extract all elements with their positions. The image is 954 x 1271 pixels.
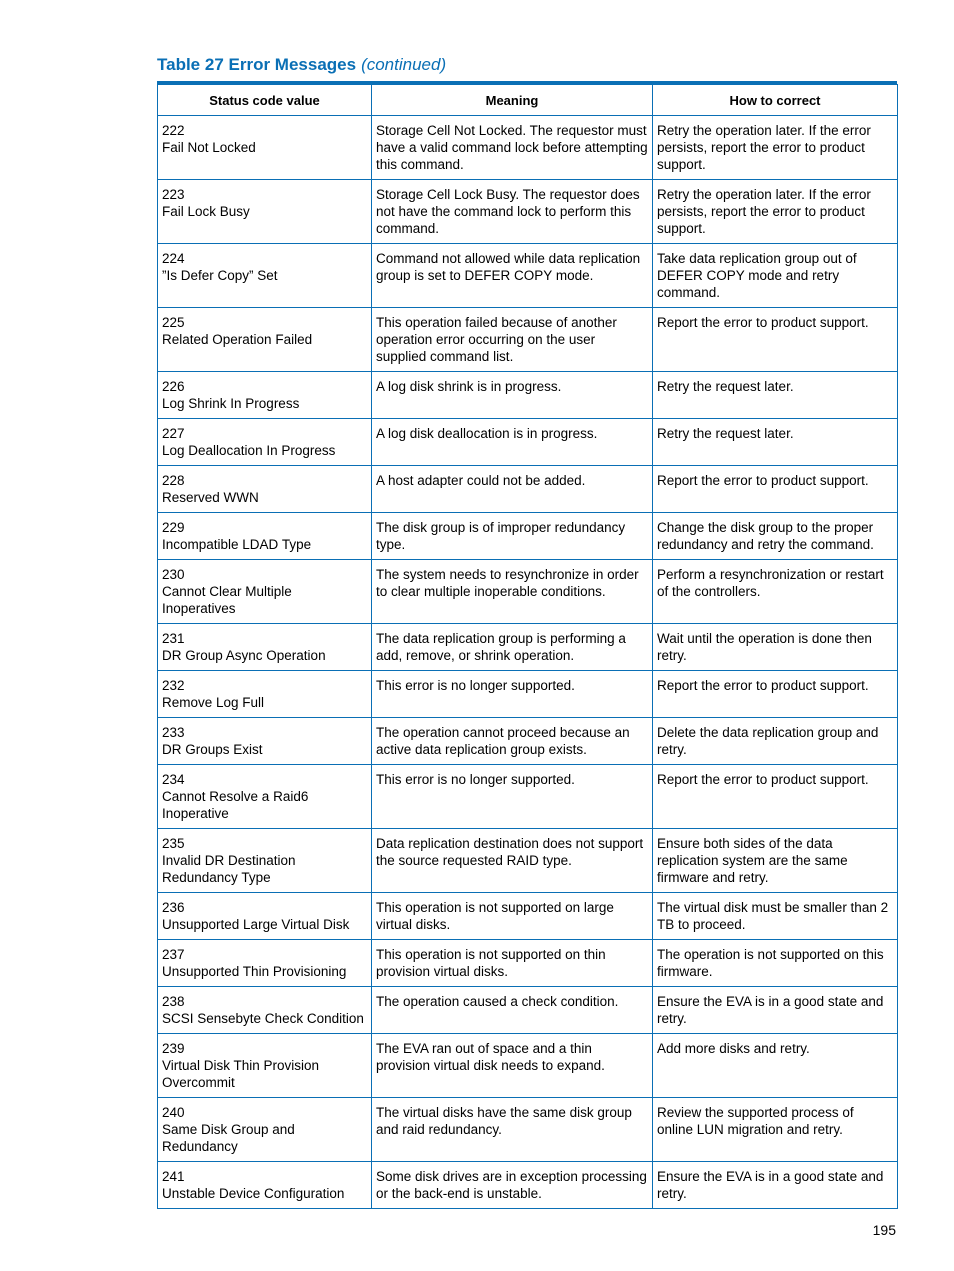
status-code-value: 231	[162, 631, 185, 646]
error-messages-table	[157, 84, 898, 1209]
status-code-value: 227	[162, 426, 185, 441]
table-row	[158, 893, 898, 940]
status-code-cell	[158, 671, 372, 718]
table-row	[158, 1034, 898, 1098]
status-code-name: Related Operation Failed	[162, 332, 313, 347]
meaning-cell: Some disk drives are in exception processing or the back-end is unstable.	[372, 1162, 653, 1209]
status-code-cell	[158, 308, 372, 372]
status-code-name: Fail Lock Busy	[162, 204, 250, 219]
how-to-correct-cell: Ensure the EVA is in a good state and retry.	[653, 1162, 898, 1209]
table-row	[158, 765, 898, 829]
meaning-cell: Data replication destination does not support the source requested RAID type.	[372, 829, 653, 893]
meaning-cell: The disk group is of improper redundancy type.	[372, 513, 653, 560]
status-code-name: Cannot Resolve a Raid6 Inoperative	[162, 789, 309, 821]
status-code-name: Fail Not Locked	[162, 140, 256, 155]
status-code-value: 226	[162, 379, 185, 394]
status-code-name: Log Deallocation In Progress	[162, 443, 336, 458]
meaning-cell: The operation caused a check condition.	[372, 987, 653, 1034]
table-row	[158, 624, 898, 671]
how-to-correct-cell: Add more disks and retry.	[653, 1034, 898, 1098]
meaning-cell: Storage Cell Not Locked. The requestor must have a valid command lock before attempting this command.	[372, 116, 653, 180]
status-code-cell	[158, 372, 372, 419]
table-row	[158, 987, 898, 1034]
how-to-correct-cell: Wait until the operation is done then retry.	[653, 624, 898, 671]
status-code-value: 224	[162, 251, 185, 266]
how-to-correct-cell: Retry the request later.	[653, 419, 898, 466]
table-row	[158, 940, 898, 987]
how-to-correct-cell: Report the error to product support.	[653, 671, 898, 718]
status-code-name: SCSI Sensebyte Check Condition	[162, 1011, 364, 1026]
status-code-name: Incompatible LDAD Type	[162, 537, 312, 552]
meaning-cell: The data replication group is performing a add, remove, or shrink operation.	[372, 624, 653, 671]
status-code-value: 233	[162, 725, 185, 740]
table-row	[158, 244, 898, 308]
status-code-name: Unstable Device Configuration	[162, 1186, 345, 1201]
status-code-value: 225	[162, 315, 185, 330]
meaning-cell: A log disk shrink is in progress.	[372, 372, 653, 419]
meaning-cell: The operation cannot proceed because an active data replication group exists.	[372, 718, 653, 765]
how-to-correct-cell: Perform a resynchronization or restart of the controllers.	[653, 560, 898, 624]
page-number: 195	[872, 1222, 896, 1238]
status-code-value: 230	[162, 567, 185, 582]
table-row	[158, 1098, 898, 1162]
status-code-cell	[158, 419, 372, 466]
table-row	[158, 180, 898, 244]
status-code-cell	[158, 1162, 372, 1209]
meaning-cell: This operation is not supported on thin provision virtual disks.	[372, 940, 653, 987]
table-row	[158, 308, 898, 372]
status-code-value: 235	[162, 836, 185, 851]
meaning-cell: The system needs to resynchronize in order to clear multiple inoperable conditions.	[372, 560, 653, 624]
how-to-correct-cell: The virtual disk must be smaller than 2 TB to proceed.	[653, 893, 898, 940]
header-meaning: Meaning	[372, 85, 653, 116]
status-code-cell	[158, 180, 372, 244]
status-code-name: ”Is Defer Copy” Set	[162, 268, 278, 283]
how-to-correct-cell: Report the error to product support.	[653, 765, 898, 829]
status-code-name: Cannot Clear Multiple Inoperatives	[162, 584, 292, 616]
status-code-name: Same Disk Group and Redundancy	[162, 1122, 295, 1154]
table-row	[158, 671, 898, 718]
meaning-cell: The EVA ran out of space and a thin provision virtual disk needs to expand.	[372, 1034, 653, 1098]
table-caption-label: Table 27 Error Messages	[157, 55, 357, 74]
status-code-name: Reserved WWN	[162, 490, 259, 505]
status-code-name: Log Shrink In Progress	[162, 396, 300, 411]
status-code-cell	[158, 940, 372, 987]
meaning-cell: This operation is not supported on large virtual disks.	[372, 893, 653, 940]
how-to-correct-cell: Change the disk group to the proper redundancy and retry the command.	[653, 513, 898, 560]
table-row	[158, 560, 898, 624]
status-code-cell	[158, 116, 372, 180]
status-code-cell	[158, 466, 372, 513]
how-to-correct-cell: The operation is not supported on this firmware.	[653, 940, 898, 987]
table-row	[158, 116, 898, 180]
table-header-row	[158, 85, 898, 116]
meaning-cell: A log disk deallocation is in progress.	[372, 419, 653, 466]
meaning-cell: The virtual disks have the same disk group and raid redundancy.	[372, 1098, 653, 1162]
status-code-cell	[158, 513, 372, 560]
status-code-value: 240	[162, 1105, 185, 1120]
meaning-cell: A host adapter could not be added.	[372, 466, 653, 513]
status-code-name: Unsupported Large Virtual Disk	[162, 917, 350, 932]
table-row	[158, 513, 898, 560]
status-code-value: 232	[162, 678, 185, 693]
status-code-name: DR Group Async Operation	[162, 648, 326, 663]
status-code-cell	[158, 1098, 372, 1162]
table-row	[158, 829, 898, 893]
meaning-cell: This error is no longer supported.	[372, 671, 653, 718]
status-code-value: 238	[162, 994, 185, 1009]
status-code-value: 234	[162, 772, 185, 787]
status-code-value: 222	[162, 123, 185, 138]
status-code-value: 228	[162, 473, 185, 488]
status-code-value: 229	[162, 520, 185, 535]
status-code-value: 241	[162, 1169, 185, 1184]
how-to-correct-cell: Ensure both sides of the data replication system are the same firmware and retry.	[653, 829, 898, 893]
how-to-correct-cell: Retry the operation later. If the error persists, report the error to product support.	[653, 180, 898, 244]
table-row	[158, 1162, 898, 1209]
status-code-name: Unsupported Thin Provisioning	[162, 964, 347, 979]
status-code-cell	[158, 560, 372, 624]
header-how-to-correct: How to correct	[653, 85, 898, 116]
how-to-correct-cell: Report the error to product support.	[653, 308, 898, 372]
table-caption	[157, 55, 446, 75]
status-code-cell	[158, 829, 372, 893]
status-code-cell	[158, 718, 372, 765]
status-code-value: 236	[162, 900, 185, 915]
how-to-correct-cell: Retry the operation later. If the error persists, report the error to product support.	[653, 116, 898, 180]
status-code-name: Remove Log Full	[162, 695, 265, 710]
status-code-name: DR Groups Exist	[162, 742, 263, 757]
how-to-correct-cell: Report the error to product support.	[653, 466, 898, 513]
how-to-correct-cell: Take data replication group out of DEFER COPY mode and retry command.	[653, 244, 898, 308]
meaning-cell: Storage Cell Lock Busy. The requestor does not have the command lock to perform this command.	[372, 180, 653, 244]
table-row	[158, 466, 898, 513]
meaning-cell: Command not allowed while data replication group is set to DEFER COPY mode.	[372, 244, 653, 308]
meaning-cell: This operation failed because of another operation error occurring on the user supplied command list.	[372, 308, 653, 372]
status-code-cell	[158, 244, 372, 308]
how-to-correct-cell: Retry the request later.	[653, 372, 898, 419]
status-code-cell	[158, 1034, 372, 1098]
table-row	[158, 372, 898, 419]
status-code-name: Virtual Disk Thin Provision Overcommit	[162, 1058, 320, 1090]
header-status-code: Status code value	[158, 85, 372, 116]
status-code-cell	[158, 987, 372, 1034]
status-code-value: 223	[162, 187, 185, 202]
how-to-correct-cell: Ensure the EVA is in a good state and retry.	[653, 987, 898, 1034]
status-code-cell	[158, 765, 372, 829]
table-row	[158, 718, 898, 765]
table-row	[158, 419, 898, 466]
status-code-name: Invalid DR Destination Redundancy Type	[162, 853, 296, 885]
table-caption-continued: (continued)	[361, 55, 447, 74]
status-code-value: 239	[162, 1041, 185, 1056]
meaning-cell: This error is no longer supported.	[372, 765, 653, 829]
how-to-correct-cell: Review the supported process of online LUN migration and retry.	[653, 1098, 898, 1162]
status-code-cell	[158, 893, 372, 940]
status-code-value: 237	[162, 947, 185, 962]
how-to-correct-cell: Delete the data replication group and retry.	[653, 718, 898, 765]
status-code-cell	[158, 624, 372, 671]
